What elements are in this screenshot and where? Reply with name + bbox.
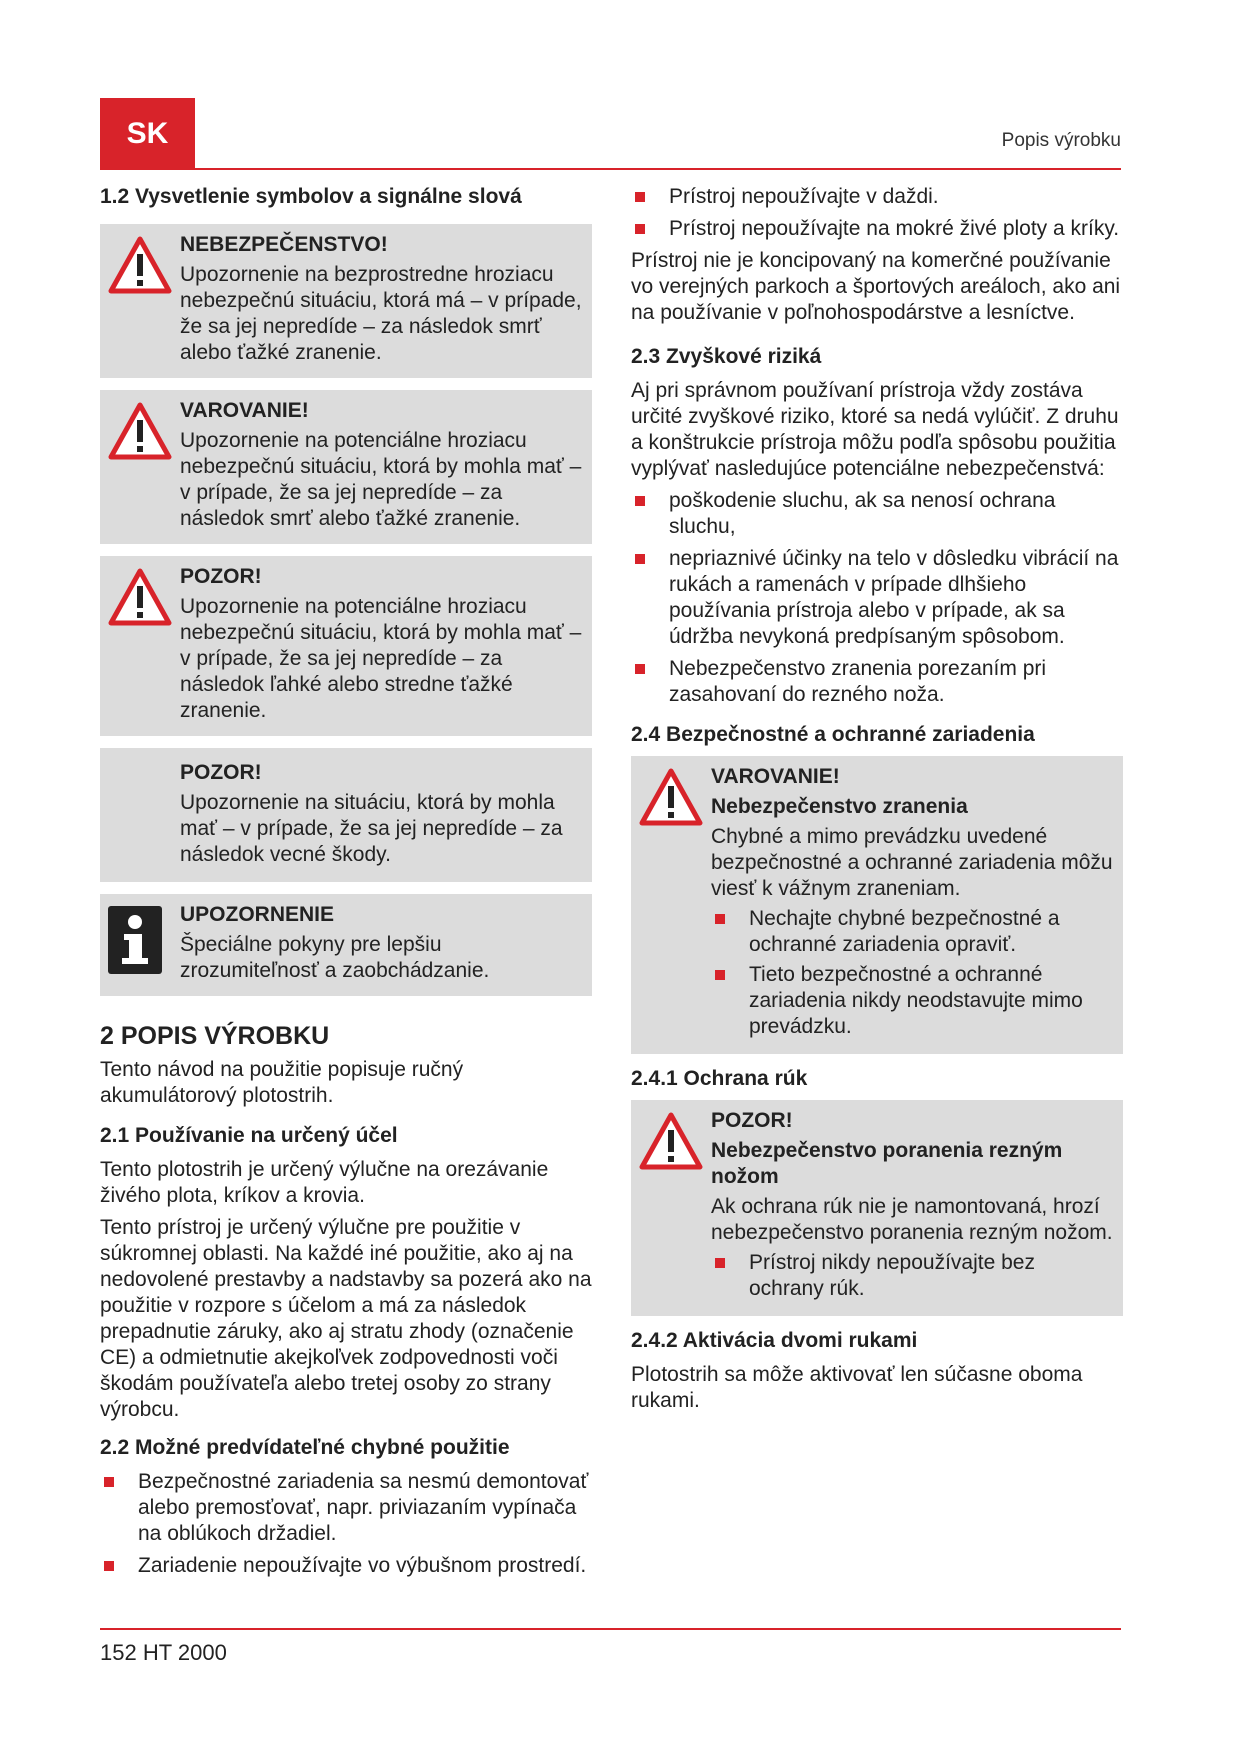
list-item: Prístroj nepoužívajte na mokré živé ploty a kríky. (631, 216, 1123, 242)
info-text: Špeciálne pokyny pre lepšiu zrozumiteľnosť a zaobchádzanie. (180, 933, 490, 982)
caution-text: Upozornenie na potenciálne hroziacu nebezpečnú situáciu, ktorá by mohla mať – v prípade, že sa jej nepredíde – za následok ľahké alebo stredne ťažké zranenie. (180, 595, 582, 722)
misuse-list-continued (631, 184, 1123, 242)
warning-box-2-4 (631, 756, 1123, 1054)
heading-2-2: 2.2 Možné predvídateľné chybné použitie (100, 1436, 510, 1459)
list-item: Nechajte chybné bezpečnostné a ochranné zariadenia opraviť. (711, 906, 1113, 958)
list-item: Prístroj nepoužívajte v daždi. (631, 184, 1123, 210)
warning-triangle-icon (108, 568, 172, 626)
section-2-text: Tento návod na použitie popisuje ručný akumulátorový plotostrih. (100, 1058, 464, 1107)
notice-text: Upozornenie na situáciu, ktorá by mohla mať – v prípade, že sa jej nepredíde – za následok vecné škody. (180, 791, 563, 866)
left-column (100, 184, 592, 1585)
header-rule (100, 168, 1121, 170)
warning-text: Chybné a mimo prevádzku uvedené bezpečnostné a ochranné zariadenia môžu viesť k vážnym zraneniam. (711, 825, 1113, 900)
heading-2-1: 2.1 Používanie na určený účel (100, 1124, 398, 1147)
list-item: nepriaznivé účinky na telo v dôsledku vibrácií na rukách a ramenách v prípade dlhšieho používania prístroja alebo v prípade, ak sa údržba nevykoná predpísaným spôsobom. (631, 546, 1123, 650)
heading-2-4-2: 2.4.2 Aktivácia dvomi rukami (631, 1329, 918, 1352)
caution-title: POZOR! (180, 565, 262, 588)
list-item: Tieto bezpečnostné a ochranné zariadenia nikdy neodstavujte mimo prevádzku. (711, 962, 1113, 1040)
section-2-1-paragraph-1: Tento plotostrih je určený výlučne na orezávanie živého plota, kríkov a krovia. (100, 1158, 549, 1207)
language-badge: SK (100, 98, 195, 169)
list-item: Bezpečnostné zariadenia sa nesmú demontovať alebo premosťovať, napr. priviazaním vypínača na oblúkoch držadiel. (100, 1469, 592, 1547)
list-item: Zariadenie nepoužívajte vo výbušnom prostredí. (100, 1553, 592, 1579)
caution-text: Ak ochrana rúk nie je namontovaná, hrozí nebezpečenstvo poranenia rezným nožom. (711, 1195, 1113, 1244)
list-item: Prístroj nikdy nepoužívajte bez ochrany rúk. (711, 1250, 1113, 1302)
info-icon (108, 906, 162, 974)
heading-2-4-1: 2.4.1 Ochrana rúk (631, 1067, 808, 1090)
list-item: Nebezpečenstvo zranenia porezaním pri zasahovaní do rezného noža. (631, 656, 1123, 708)
heading-2-3: 2.3 Zvyškové riziká (631, 345, 822, 368)
right-column (631, 184, 1123, 1420)
warning-title: VAROVANIE! (711, 765, 840, 788)
notice-title: POZOR! (180, 761, 262, 784)
section-title: Popis výrobku (1001, 130, 1121, 151)
list-item: poškodenie sluchu, ak sa nenosí ochrana sluchu, (631, 488, 1123, 540)
info-title: UPOZORNENIE (180, 903, 335, 926)
danger-box (100, 224, 592, 378)
warning-triangle-icon (639, 768, 703, 826)
warning-triangle-icon (108, 402, 172, 460)
page-number: 152 HT 2000 (100, 1640, 227, 1665)
warning-actions (711, 906, 1113, 1040)
notice-box (100, 748, 592, 882)
warning-subtitle: Nebezpečenstvo zranenia (711, 795, 968, 818)
commercial-use-note: Prístroj nie je koncipovaný na komerčné používanie vo verejných parkoch a športových areáloch, ako ani na používanie v poľnohospodárstve a lesníctve. (631, 249, 1121, 324)
caution-subtitle: Nebezpečenstvo poranenia rezným nožom (711, 1139, 1063, 1188)
residual-risks-list (631, 488, 1123, 708)
warning-triangle-icon (639, 1112, 703, 1170)
caution-actions (711, 1250, 1113, 1302)
footer-rule (100, 1628, 1121, 1630)
section-2-3-text: Aj pri správnom používaní prístroja vždy zostáva určité zvyškové riziko, ktoré sa nedá vylúčiť. Z druhu a konštrukcie prístroja môžu podľa spôsobu použitia vyplývať nasledujúce potenciálne nebezpečenstvá: (631, 379, 1119, 480)
danger-title: NEBEZPEČENSTVO! (180, 233, 388, 256)
warning-triangle-icon (108, 236, 172, 294)
warning-box (100, 390, 592, 544)
warning-title: VAROVANIE! (180, 399, 309, 422)
heading-1-2: 1.2 Vysvetlenie symbolov a signálne slová (100, 185, 522, 208)
caution-box-2-4-1 (631, 1100, 1123, 1316)
caution-box (100, 556, 592, 736)
warning-text: Upozornenie na potenciálne hroziacu nebezpečnú situáciu, ktorá by mohla mať – v prípade, že sa jej nepredíde – za následok smrť alebo ťažké zranenie. (180, 429, 582, 530)
heading-2-4: 2.4 Bezpečnostné a ochranné zariadenia (631, 723, 1035, 746)
section-2-1-paragraph-2: Tento prístroj je určený výlučne pre použitie v súkromnej oblasti. Na každé iné použitie, ako aj na nedovolené prestavby a nadstavby sa pozerá ako na použitie v rozpore s účelom a má za následok prepadnutie záruky, ako aj stratu zhody (označenie CE) a odmietnutie akejkoľvek zodpovednosti voči škodám používateľa alebo tretej osoby zo strany výrobcu. (100, 1216, 592, 1421)
section-2-4-2-text: Plotostrih sa môže aktivovať len súčasne oboma rukami. (631, 1363, 1083, 1412)
danger-text: Upozornenie na bezprostredne hroziacu nebezpečnú situáciu, ktorá má – v prípade, že sa jej nepredíde – za následok smrť alebo ťažké zranenie. (180, 263, 582, 364)
info-box (100, 894, 592, 996)
caution-title: POZOR! (711, 1109, 793, 1132)
misuse-list (100, 1469, 592, 1579)
heading-2: 2 POPIS VÝROBKU (100, 1022, 330, 1050)
